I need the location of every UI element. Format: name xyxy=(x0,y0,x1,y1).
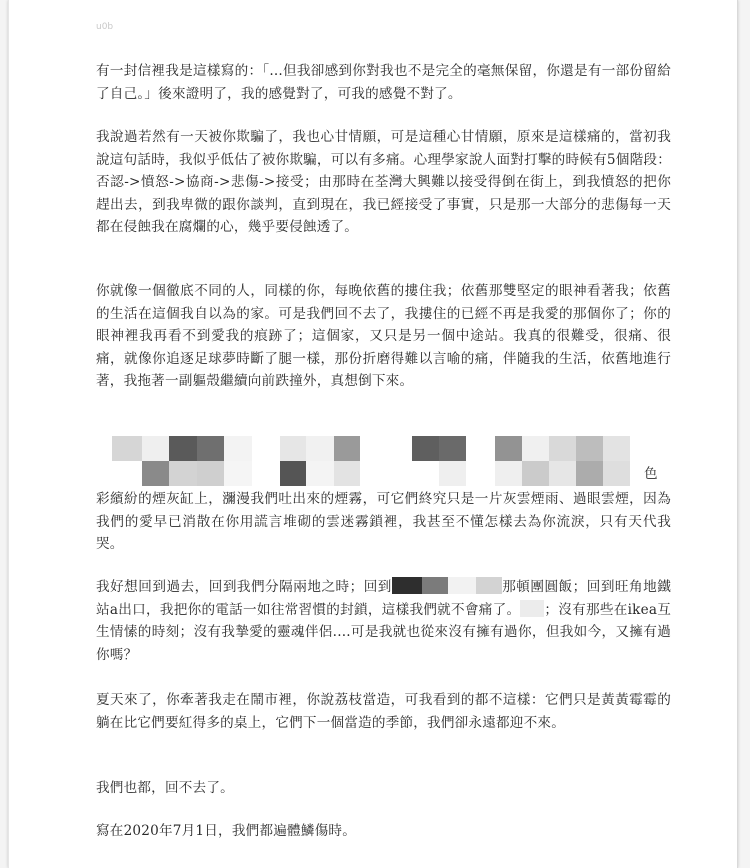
paragraph-different-person: 你就像一個徹底不同的人，同樣的你，每晚依舊的摟住我；依舊那雙堅定的眼神看著我；依舊的生活在這個我自以為的家。可是我們回不去了，我摟住的已經不再是我愛的那個你了；你的眼神裡我再看不到愛我的痕跡了；這個家，又只是另一個中途站。我真的很難受，很痛、很痛，就像你追逐足球夢時斷了腿一樣，那份折磨得難以言喻的痛，伴隨我的生活，依舊地進行著，我拖著一副軀殼繼續向前跌撞外，真想倒下來。 xyxy=(96,283,671,389)
paragraph-go-back-part-c: ；沒有那些在ikea互生情愫的時刻；沒有我摯愛的靈魂伴侶....可是我就也從來沒有擁有過你，但我如今，又擁有過你嗎？ xyxy=(96,601,671,663)
redacted-inline xyxy=(392,577,422,594)
paragraph-go-back-part-a: 我好想回到過去，回到我們分隔兩地之時；回到 xyxy=(96,579,392,595)
paragraph-deception: 我說過若然有一天被你欺騙了，我也心甘情願，可是這種心甘情願，原來是這樣痛的，當初我說這句話時，我似乎低估了被你欺騙，可以有多痛。心理學家說人面對打擊的時候有5個階段：否認->憤怒->協商->悲傷->接受；由那時在荃灣大興難以接受得倒在街上，到我憤怒的把你趕出去，到我卑微的跟你談判，直到現在，我已經接受了事實，只是那一大部分的悲傷每一天都在侵蝕我在腐爛的心，幾乎要侵蝕透了。 xyxy=(96,129,671,235)
paragraph-go-back-part-b: 那頓團圓飯；回到旺角地鐵站a出口，我把你的電話一如往常習慣的封鎖，這樣我們就不會痛了。 xyxy=(96,579,671,618)
header-mark: u0b xyxy=(96,22,114,32)
paragraph-summer: 夏天來了，你牽著我走在鬧市裡，你說荔枝當造，可我看到的都不這樣：它們只是黃黃霉霉的躺在比它們要紅得多的桌上，它們下一個當造的季節，我們卻永遠都迎不來。 xyxy=(96,692,671,731)
paragraph-letter: 有一封信裡我是這樣寫的：「...但我卻感到你對我也不是完全的毫無保留，你還是有一部份留給了自己。」後來證明了，我的感覺對了，可我的感覺不對了。 xyxy=(96,63,671,102)
document-page xyxy=(8,0,738,868)
paragraph-go-back xyxy=(96,576,671,666)
paragraph-smoke-start-char: 色 xyxy=(644,466,658,482)
paragraph-smoke: 彩繽紛的煙灰缸上，瀰漫我們吐出來的煙霧，可它們終究只是一片灰雲煙雨、過眼雲煙，因為我們的愛早已消散在你用謊言堆砌的雲迷霧鎖裡，我甚至不懂怎樣去為你流淚，只有天代我哭。 xyxy=(96,491,671,552)
redacted-pixelation xyxy=(112,436,672,486)
paragraph-cant-go-back: 我們也都，回不去了。 xyxy=(96,780,234,796)
paragraph-date-signoff: 寫在2020年7月1日，我們都遍體鱗傷時。 xyxy=(96,823,356,839)
